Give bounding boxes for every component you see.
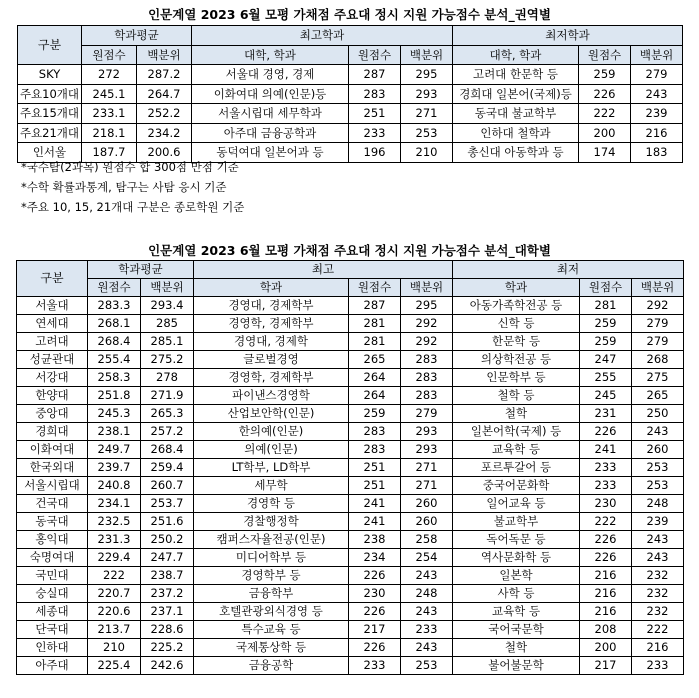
top-pct-cell: 233 — [401, 621, 453, 639]
bot-dept-cell: 의상학전공 등 — [453, 351, 580, 369]
bot-pct-cell: 268 — [632, 351, 684, 369]
avg-raw-cell: 249.7 — [88, 441, 141, 459]
header-avg-raw: 원점수 — [88, 279, 141, 297]
top-pct-cell: 243 — [401, 603, 453, 621]
top-pct-cell: 283 — [401, 387, 453, 405]
avg-raw-cell: 240.8 — [88, 477, 141, 495]
bot-dept-cell: 사학 등 — [453, 585, 580, 603]
row-name: 단국대 — [17, 621, 88, 639]
row-name: 인하대 — [17, 639, 88, 657]
top-raw-cell: 238 — [349, 531, 401, 549]
top-pct-cell: 293 — [401, 84, 453, 104]
table-row — [17, 351, 684, 369]
bot-dept-cell: 일본학 — [453, 567, 580, 585]
bot-pct-cell: 253 — [632, 477, 684, 495]
avg-raw-cell: 251.8 — [88, 387, 141, 405]
bot-raw-cell: 230 — [580, 495, 632, 513]
avg-pct-cell: 238.7 — [141, 567, 194, 585]
avg-raw-cell: 233.1 — [82, 104, 137, 124]
bot-dept-cell: 철학 — [453, 405, 580, 423]
university-score-table — [16, 260, 684, 675]
bot-raw-cell: 216 — [580, 567, 632, 585]
bot-pct-cell: 243 — [632, 423, 684, 441]
bot-raw-cell: 233 — [580, 459, 632, 477]
header-top-pct: 백분위 — [401, 279, 453, 297]
bot-pct-cell: 243 — [632, 531, 684, 549]
table-row — [17, 369, 684, 387]
avg-raw-cell: 229.4 — [88, 549, 141, 567]
row-name: 주요10개대 — [18, 84, 82, 104]
top-pct-cell: 295 — [401, 297, 453, 315]
top-raw-cell: 226 — [349, 567, 401, 585]
bot-pct-cell: 248 — [632, 495, 684, 513]
avg-pct-cell: 225.2 — [141, 639, 194, 657]
regional-score-table — [17, 25, 683, 163]
top-dept-cell: 한의예(인문) — [194, 423, 349, 441]
top-pct-cell: 253 — [401, 123, 453, 143]
note-line: *수학 확률과통계, 탐구는 사탐 응시 기준 — [21, 180, 227, 194]
bot-pct-cell: 275 — [632, 369, 684, 387]
top-raw-cell: 264 — [349, 369, 401, 387]
bot-raw-cell: 174 — [579, 143, 631, 163]
top-pct-cell: 258 — [401, 531, 453, 549]
top-raw-cell: 287 — [349, 65, 401, 85]
top-raw-cell: 196 — [349, 143, 401, 163]
row-name: 세종대 — [17, 603, 88, 621]
bot-dept-cell: 신학 등 — [453, 315, 580, 333]
bot-raw-cell: 216 — [580, 585, 632, 603]
row-name: SKY — [18, 65, 82, 85]
bot-raw-cell: 200 — [579, 123, 631, 143]
bot-pct-cell: 239 — [631, 104, 683, 124]
bot-pct-cell: 232 — [632, 603, 684, 621]
table-row — [17, 387, 684, 405]
row-name: 인서울 — [18, 143, 82, 163]
avg-raw-cell: 225.4 — [88, 657, 141, 675]
avg-raw-cell: 232.5 — [88, 513, 141, 531]
table-row — [17, 477, 684, 495]
avg-pct-cell: 260.7 — [141, 477, 194, 495]
row-name: 연세대 — [17, 315, 88, 333]
avg-raw-cell: 238.1 — [88, 423, 141, 441]
bot-dept-cell: 포르투갈어 등 — [453, 459, 580, 477]
bot-dept-cell: 동국대 불교학부 — [453, 104, 579, 124]
top-raw-cell: 233 — [349, 123, 401, 143]
top-raw-cell: 283 — [349, 423, 401, 441]
bot-raw-cell: 222 — [579, 104, 631, 124]
avg-raw-cell: 239.7 — [88, 459, 141, 477]
header-bot-raw: 원점수 — [580, 279, 632, 297]
top-raw-cell: 265 — [349, 351, 401, 369]
bot-pct-cell: 279 — [632, 315, 684, 333]
bot-pct-cell: 232 — [632, 585, 684, 603]
header-top: 최고 — [194, 261, 453, 279]
header-bot-pct: 백분위 — [632, 279, 684, 297]
row-name: 숭실대 — [17, 585, 88, 603]
top-raw-cell: 259 — [349, 405, 401, 423]
top-pct-cell: 248 — [401, 585, 453, 603]
avg-raw-cell: 187.7 — [82, 143, 137, 163]
header-avg-pct: 백분위 — [137, 45, 192, 65]
table-row — [18, 123, 683, 143]
top-dept-cell: 금융학부 — [194, 585, 349, 603]
row-name: 서강대 — [17, 369, 88, 387]
table-row — [17, 657, 684, 675]
bot-pct-cell: 253 — [632, 459, 684, 477]
top-raw-cell: 283 — [349, 84, 401, 104]
bot-raw-cell: 231 — [580, 405, 632, 423]
row-name: 고려대 — [17, 333, 88, 351]
table-row — [18, 104, 683, 124]
bot-dept-cell: 일어교육 등 — [453, 495, 580, 513]
bot-pct-cell: 265 — [632, 387, 684, 405]
bot-raw-cell: 259 — [579, 65, 631, 85]
top-pct-cell: 260 — [401, 495, 453, 513]
top-dept-cell: 경영학부 등 — [194, 567, 349, 585]
header-avg: 학과평균 — [88, 261, 194, 279]
header-avg-pct: 백분위 — [141, 279, 194, 297]
top-dept-cell: 경영학 등 — [194, 495, 349, 513]
top-dept-cell: 산업보안학(인문) — [194, 405, 349, 423]
bot-raw-cell: 226 — [579, 84, 631, 104]
avg-pct-cell: 253.7 — [141, 495, 194, 513]
avg-pct-cell: 237.1 — [141, 603, 194, 621]
header-bottom: 최저학과 — [453, 26, 683, 46]
top-raw-cell: 281 — [349, 315, 401, 333]
bot-pct-cell: 232 — [632, 567, 684, 585]
bot-dept-cell: 인문학부 등 — [453, 369, 580, 387]
table-row — [17, 459, 684, 477]
avg-raw-cell: 213.7 — [88, 621, 141, 639]
top-raw-cell: 234 — [349, 549, 401, 567]
table-row — [17, 405, 684, 423]
avg-raw-cell: 255.4 — [88, 351, 141, 369]
table-row — [18, 84, 683, 104]
table-row — [17, 495, 684, 513]
row-name: 홍익대 — [17, 531, 88, 549]
table-row — [17, 297, 684, 315]
table-row — [17, 639, 684, 657]
bot-raw-cell: 226 — [580, 549, 632, 567]
top-pct-cell: 243 — [401, 639, 453, 657]
avg-pct-cell: 293.4 — [141, 297, 194, 315]
top-dept-cell: 경영학, 경제학부 — [194, 369, 349, 387]
bot-raw-cell: 259 — [580, 315, 632, 333]
bot-dept-cell: 한문학 등 — [453, 333, 580, 351]
header-top: 최고학과 — [192, 26, 453, 46]
table-row — [17, 603, 684, 621]
avg-raw-cell: 220.7 — [88, 585, 141, 603]
top-pct-cell: 210 — [401, 143, 453, 163]
bot-pct-cell: 279 — [631, 65, 683, 85]
row-name: 서울시립대 — [17, 477, 88, 495]
bot-dept-cell: 철학 등 — [453, 387, 580, 405]
table-row — [17, 423, 684, 441]
bot-pct-cell: 216 — [632, 639, 684, 657]
avg-pct-cell: 259.4 — [141, 459, 194, 477]
header-bot-dept: 학과 — [453, 279, 580, 297]
row-name: 성균관대 — [17, 351, 88, 369]
bot-dept-cell: 아동가족학전공 등 — [453, 297, 580, 315]
bot-pct-cell: 250 — [632, 405, 684, 423]
table-row — [18, 65, 683, 85]
top-dept-cell: 파이낸스경영학 — [194, 387, 349, 405]
bot-dept-cell: 불어불문학 — [453, 657, 580, 675]
top-dept-cell: 글로벌경영 — [194, 351, 349, 369]
bot-raw-cell: 226 — [580, 531, 632, 549]
top-pct-cell: 279 — [401, 405, 453, 423]
avg-pct-cell: 285 — [141, 315, 194, 333]
table-row — [17, 621, 684, 639]
avg-pct-cell: 271.9 — [141, 387, 194, 405]
top-dept-cell: 특수교육 등 — [194, 621, 349, 639]
top-raw-cell: 283 — [349, 441, 401, 459]
bot-pct-cell: 216 — [631, 123, 683, 143]
bot-dept-cell: 중국어문화학 — [453, 477, 580, 495]
top-raw-cell: 241 — [349, 495, 401, 513]
top-pct-cell: 271 — [401, 104, 453, 124]
header-avg: 학과평균 — [82, 26, 192, 46]
header-bot-raw: 원점수 — [579, 45, 631, 65]
table-row — [17, 567, 684, 585]
top-dept-cell: 캠퍼스자율전공(인문) — [194, 531, 349, 549]
avg-raw-cell: 245.3 — [88, 405, 141, 423]
top-dept-cell: 경영학, 경제학부 — [194, 315, 349, 333]
avg-pct-cell: 234.2 — [137, 123, 192, 143]
top-pct-cell: 293 — [401, 423, 453, 441]
bot-raw-cell: 281 — [580, 297, 632, 315]
top-dept-cell: 아주대 금융공학과 — [192, 123, 349, 143]
top-pct-cell: 260 — [401, 513, 453, 531]
bot-dept-cell: 고려대 한문학 등 — [453, 65, 579, 85]
bot-dept-cell: 국어국문학 — [453, 621, 580, 639]
bot-raw-cell: 241 — [580, 441, 632, 459]
avg-pct-cell: 285.1 — [141, 333, 194, 351]
top-dept-cell: 서울시립대 세무학과 — [192, 104, 349, 124]
top-pct-cell: 283 — [401, 369, 453, 387]
top-pct-cell: 295 — [401, 65, 453, 85]
avg-raw-cell: 210 — [88, 639, 141, 657]
bot-dept-cell: 철학 — [453, 639, 580, 657]
avg-pct-cell: 268.4 — [141, 441, 194, 459]
header-top-raw: 원점수 — [349, 45, 401, 65]
avg-raw-cell: 245.1 — [82, 84, 137, 104]
top-raw-cell: 226 — [349, 603, 401, 621]
bot-raw-cell: 208 — [580, 621, 632, 639]
avg-pct-cell: 237.2 — [141, 585, 194, 603]
bot-pct-cell: 243 — [632, 549, 684, 567]
table-row — [17, 513, 684, 531]
bot-pct-cell: 243 — [631, 84, 683, 104]
bot-pct-cell: 222 — [632, 621, 684, 639]
avg-pct-cell: 287.2 — [137, 65, 192, 85]
row-name: 한국외대 — [17, 459, 88, 477]
avg-pct-cell: 264.7 — [137, 84, 192, 104]
avg-raw-cell: 258.3 — [88, 369, 141, 387]
table1-title: 인문계열 2023 6월 모평 가채점 주요대 정시 지원 가능점수 분석_권역별 — [148, 7, 551, 22]
top-pct-cell: 292 — [401, 333, 453, 351]
avg-pct-cell: 252.2 — [137, 104, 192, 124]
row-name: 중앙대 — [17, 405, 88, 423]
avg-pct-cell: 228.6 — [141, 621, 194, 639]
avg-raw-cell: 283.3 — [88, 297, 141, 315]
avg-raw-cell: 268.1 — [88, 315, 141, 333]
top-raw-cell: 217 — [349, 621, 401, 639]
top-pct-cell: 293 — [401, 441, 453, 459]
top-raw-cell: 264 — [349, 387, 401, 405]
top-raw-cell: 226 — [349, 639, 401, 657]
top-dept-cell: 경찰행정학 — [194, 513, 349, 531]
row-name: 서울대 — [17, 297, 88, 315]
top-dept-cell: 서울대 경영, 경제 — [192, 65, 349, 85]
row-name: 동국대 — [17, 513, 88, 531]
bot-pct-cell: 279 — [632, 333, 684, 351]
bot-raw-cell: 222 — [580, 513, 632, 531]
bot-pct-cell: 260 — [632, 441, 684, 459]
row-name: 주요15개대 — [18, 104, 82, 124]
table-row — [17, 531, 684, 549]
bot-raw-cell: 255 — [580, 369, 632, 387]
header-group: 구분 — [18, 26, 82, 65]
table-row — [17, 441, 684, 459]
avg-pct-cell: 247.7 — [141, 549, 194, 567]
top-pct-cell: 271 — [401, 477, 453, 495]
avg-pct-cell: 242.6 — [141, 657, 194, 675]
avg-pct-cell: 265.3 — [141, 405, 194, 423]
top-pct-cell: 283 — [401, 351, 453, 369]
bot-pct-cell: 239 — [632, 513, 684, 531]
avg-raw-cell: 220.6 — [88, 603, 141, 621]
top-dept-cell: 세무학 — [194, 477, 349, 495]
bot-raw-cell: 200 — [580, 639, 632, 657]
top-dept-cell: 동덕여대 일본어과 등 — [192, 143, 349, 163]
row-name: 경희대 — [17, 423, 88, 441]
top-pct-cell: 243 — [401, 567, 453, 585]
top-dept-cell: LT학부, LD학부 — [194, 459, 349, 477]
bot-raw-cell: 245 — [580, 387, 632, 405]
note-line: *국수탐(2과목) 원점수 합 300점 만점 기준 — [21, 160, 239, 174]
header-top-dept: 대학, 학과 — [192, 45, 349, 65]
top-raw-cell: 251 — [349, 104, 401, 124]
top-pct-cell: 254 — [401, 549, 453, 567]
table1-notes — [21, 157, 244, 217]
top-raw-cell: 287 — [349, 297, 401, 315]
bot-dept-cell: 교육학 등 — [453, 603, 580, 621]
top-dept-cell: 호텔관광외식경영 등 — [194, 603, 349, 621]
table-row — [17, 315, 684, 333]
bot-raw-cell: 216 — [580, 603, 632, 621]
bot-dept-cell: 경희대 일본어(국제)등 — [453, 84, 579, 104]
table-row — [17, 585, 684, 603]
top-dept-cell: 금융공학 — [194, 657, 349, 675]
avg-pct-cell: 250.2 — [141, 531, 194, 549]
avg-pct-cell: 275.2 — [141, 351, 194, 369]
avg-raw-cell: 222 — [88, 567, 141, 585]
avg-raw-cell: 234.1 — [88, 495, 141, 513]
top-dept-cell: 이화여대 의예(인문)등 — [192, 84, 349, 104]
header-group: 구분 — [17, 261, 88, 297]
bot-pct-cell: 292 — [632, 297, 684, 315]
bot-raw-cell: 217 — [580, 657, 632, 675]
bot-raw-cell: 226 — [580, 423, 632, 441]
table2-title: 인문계열 2023 6월 모평 가채점 주요대 정시 지원 가능점수 분석_대학별 — [148, 243, 551, 258]
header-bot-pct: 백분위 — [631, 45, 683, 65]
top-raw-cell: 230 — [349, 585, 401, 603]
top-dept-cell: 미디어학부 등 — [194, 549, 349, 567]
header-avg-raw: 원점수 — [82, 45, 137, 65]
row-name: 아주대 — [17, 657, 88, 675]
bot-dept-cell: 독어독문 등 — [453, 531, 580, 549]
bot-pct-cell: 183 — [631, 143, 683, 163]
top-dept-cell: 경영대, 경제학부 — [194, 297, 349, 315]
avg-raw-cell: 231.3 — [88, 531, 141, 549]
top-dept-cell: 의예(인문) — [194, 441, 349, 459]
bot-raw-cell: 247 — [580, 351, 632, 369]
top-dept-cell: 국제통상학 등 — [194, 639, 349, 657]
row-name: 숙명여대 — [17, 549, 88, 567]
top-pct-cell: 271 — [401, 459, 453, 477]
header-bot-dept: 대학, 학과 — [453, 45, 579, 65]
bot-dept-cell: 역사문화학 등 — [453, 549, 580, 567]
row-name: 이화여대 — [17, 441, 88, 459]
table-row — [17, 549, 684, 567]
row-name: 한양대 — [17, 387, 88, 405]
top-raw-cell: 251 — [349, 477, 401, 495]
top-raw-cell: 251 — [349, 459, 401, 477]
avg-pct-cell: 200.6 — [137, 143, 192, 163]
avg-pct-cell: 257.2 — [141, 423, 194, 441]
bot-pct-cell: 233 — [632, 657, 684, 675]
avg-pct-cell: 251.6 — [141, 513, 194, 531]
top-pct-cell: 253 — [401, 657, 453, 675]
top-raw-cell: 233 — [349, 657, 401, 675]
top-raw-cell: 241 — [349, 513, 401, 531]
top-raw-cell: 281 — [349, 333, 401, 351]
top-dept-cell: 경영대, 경제학 — [194, 333, 349, 351]
bot-dept-cell: 일본어학(국제) 등 — [453, 423, 580, 441]
header-top-pct: 백분위 — [401, 45, 453, 65]
note-line: *주요 10, 15, 21개대 구분은 종로학원 기준 — [21, 200, 245, 214]
row-name: 국민대 — [17, 567, 88, 585]
avg-raw-cell: 272 — [82, 65, 137, 85]
table-row — [17, 333, 684, 351]
header-top-dept: 학과 — [194, 279, 349, 297]
avg-raw-cell: 268.4 — [88, 333, 141, 351]
row-name: 건국대 — [17, 495, 88, 513]
bot-dept-cell: 인하대 철학과 — [453, 123, 579, 143]
header-top-raw: 원점수 — [349, 279, 401, 297]
bot-raw-cell: 259 — [580, 333, 632, 351]
bot-dept-cell: 총신대 아동학과 등 — [453, 143, 579, 163]
top-pct-cell: 292 — [401, 315, 453, 333]
row-name: 주요21개대 — [18, 123, 82, 143]
bot-raw-cell: 233 — [580, 477, 632, 495]
header-bottom: 최저 — [453, 261, 684, 279]
bot-dept-cell: 교육학 등 — [453, 441, 580, 459]
avg-pct-cell: 278 — [141, 369, 194, 387]
bot-dept-cell: 불교학부 — [453, 513, 580, 531]
avg-raw-cell: 218.1 — [82, 123, 137, 143]
